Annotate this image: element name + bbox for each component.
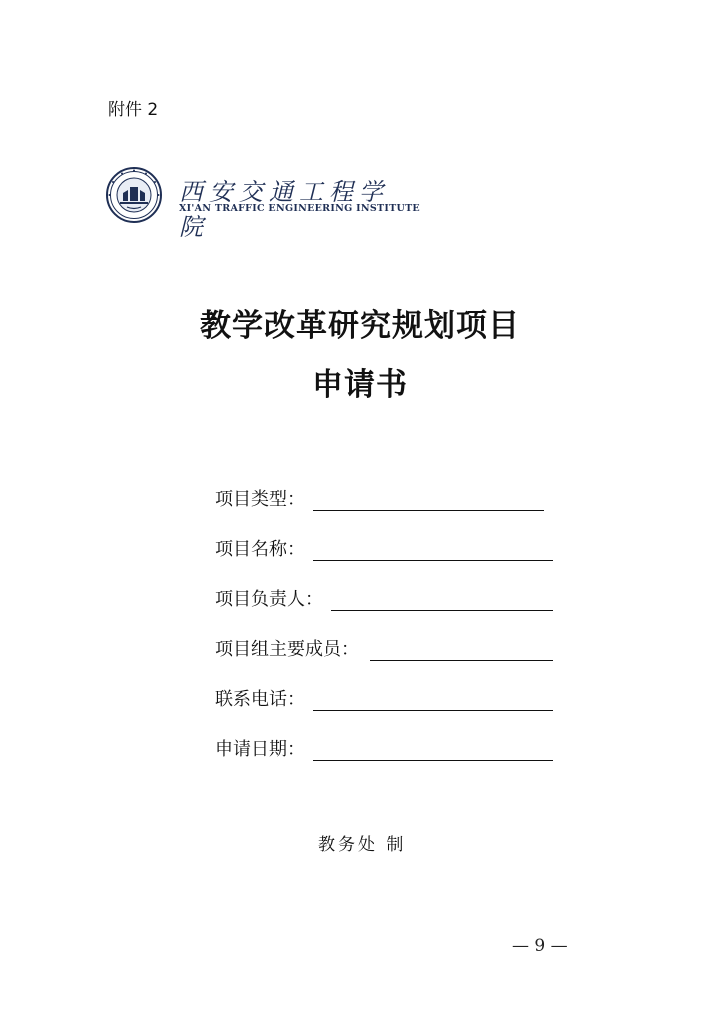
field-label: 项目负责人： [215,589,323,610]
field-project-name[interactable] [215,535,555,561]
field-line[interactable] [331,586,553,611]
document-title: 教学改革研究规划项目 [200,308,520,344]
university-logo [105,166,420,241]
field-project-type[interactable] [215,485,545,511]
field-team-members[interactable] [215,635,555,661]
document-subtitle: 申请书 [312,367,408,403]
field-label: 申请日期： [215,739,305,760]
field-label: 项目类型： [215,489,305,510]
page-number: — 9 — [512,936,568,956]
field-line[interactable] [313,536,553,561]
field-line[interactable] [313,736,553,761]
university-name-en: XI'AN TRAFFIC ENGINEERING INSTITUTE [179,203,420,214]
field-line[interactable] [313,486,544,511]
field-line[interactable] [313,686,553,711]
field-phone[interactable] [215,685,555,711]
university-seal-icon [105,166,163,224]
field-project-leader[interactable] [215,585,555,611]
field-label: 项目名称： [215,539,305,560]
field-application-date[interactable] [215,735,555,761]
issuer-label: 教务处 制 [318,835,407,855]
field-line[interactable] [370,636,553,661]
field-label: 联系电话： [215,689,305,710]
attachment-label: 附件 2 [108,100,159,120]
university-name-cn: 西安交通工程学院 [179,178,389,241]
field-label: 项目组主要成员： [215,639,359,660]
